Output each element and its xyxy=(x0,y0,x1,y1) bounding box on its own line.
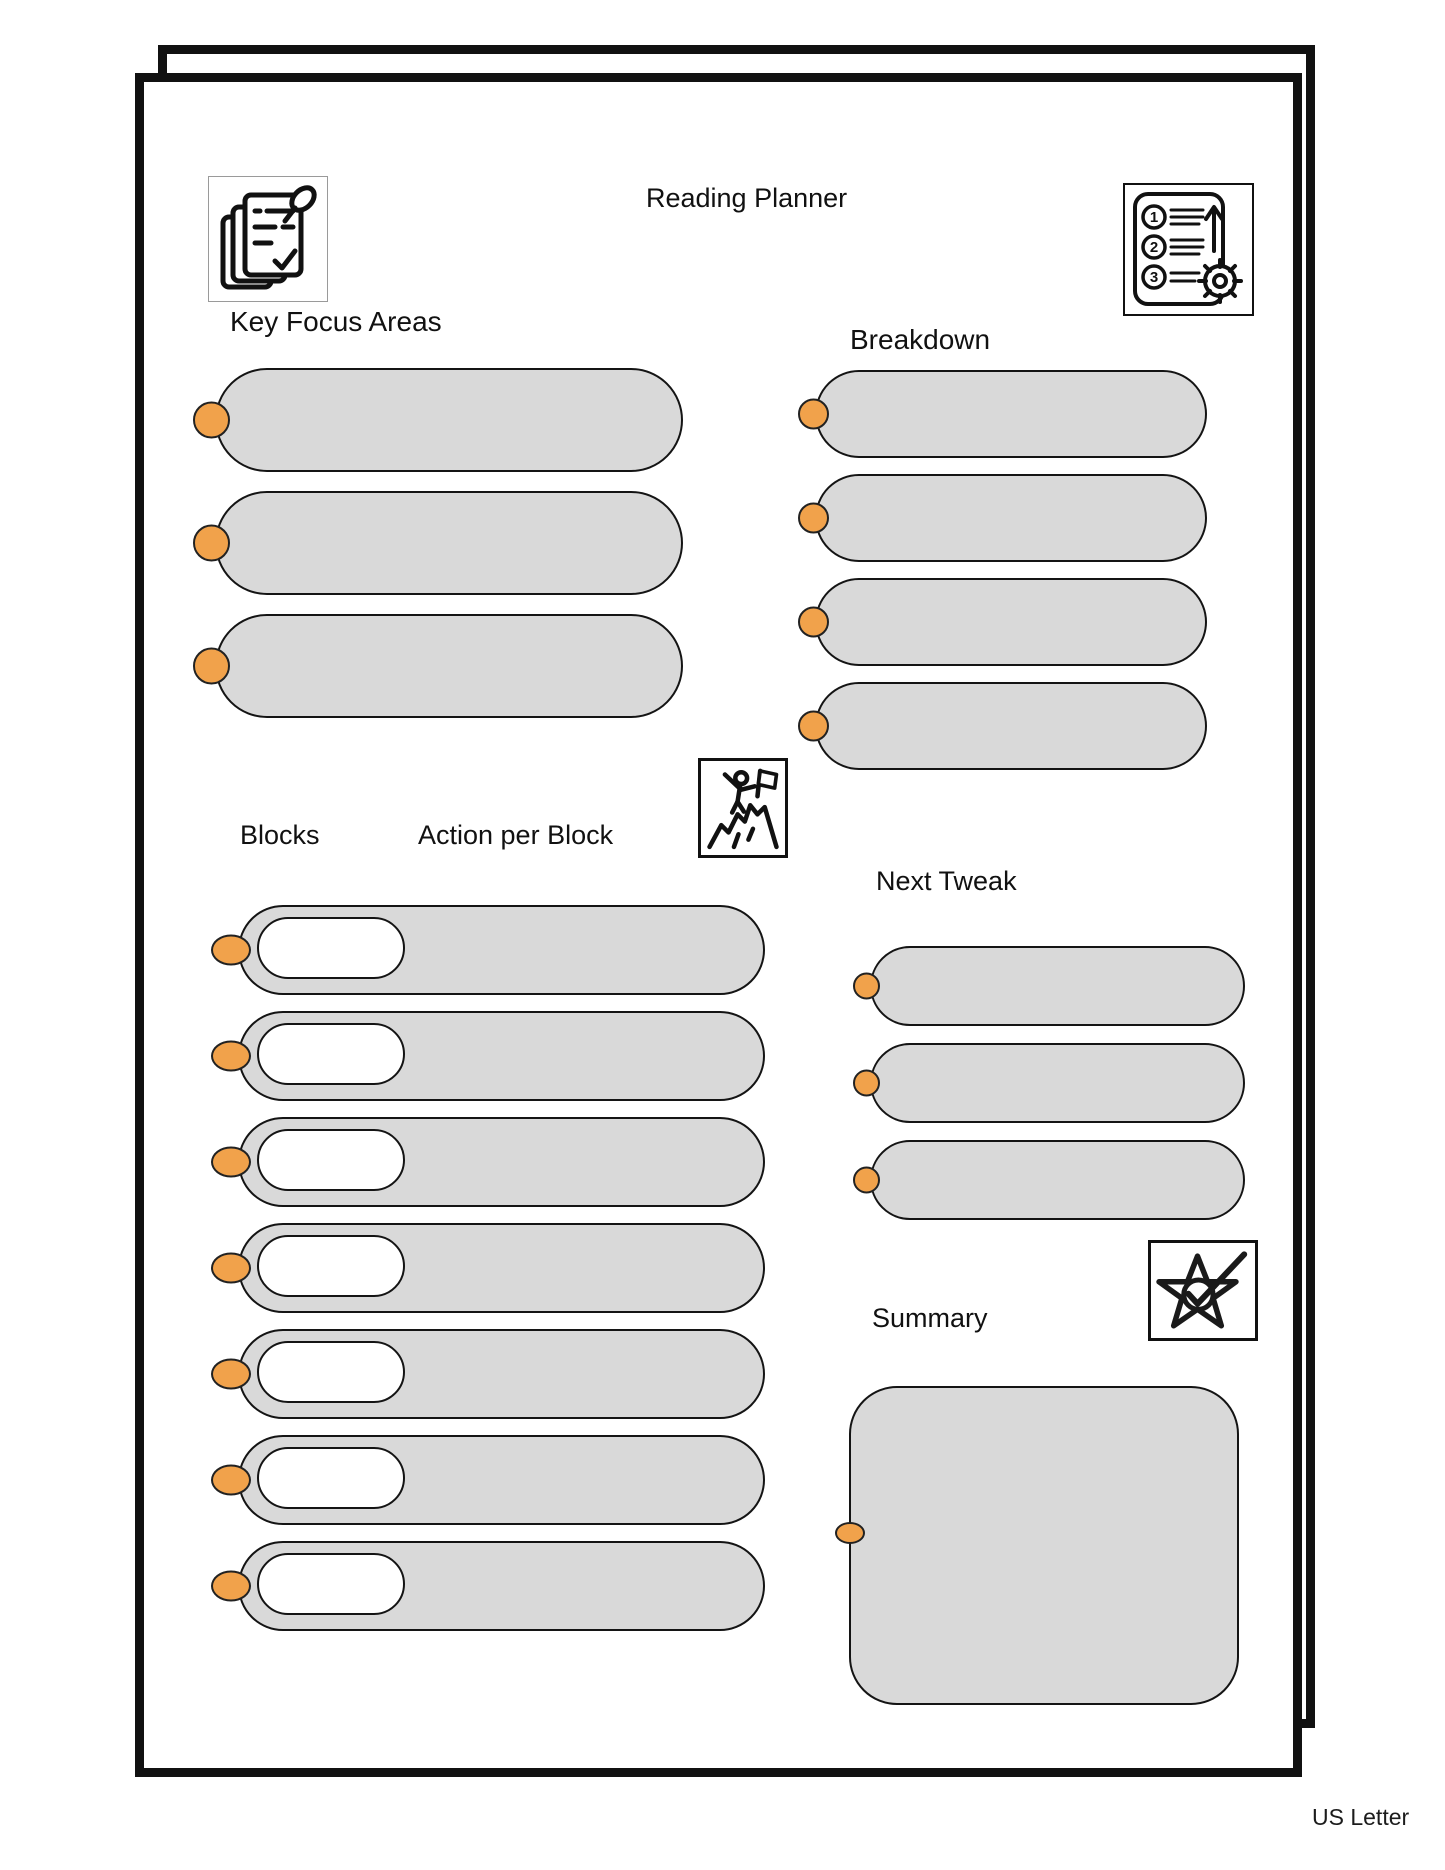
action-per-block-label: Action per Block xyxy=(418,820,614,850)
bullet-dot-icon xyxy=(211,1253,251,1284)
block-field[interactable] xyxy=(257,917,405,979)
list-item xyxy=(238,1541,765,1631)
bullet-dot-icon xyxy=(211,1571,251,1602)
action-field[interactable] xyxy=(238,1011,765,1101)
bullet-dot-icon xyxy=(853,1167,880,1194)
bullet-dot-icon xyxy=(798,503,829,534)
list-item xyxy=(815,370,1207,458)
pill-field[interactable] xyxy=(815,370,1207,458)
list-item xyxy=(238,1435,765,1525)
summary-field[interactable] xyxy=(849,1386,1239,1705)
block-field[interactable] xyxy=(257,1023,405,1085)
block-field[interactable] xyxy=(257,1235,405,1297)
list-item xyxy=(870,1043,1245,1123)
next-tweak-list xyxy=(870,946,1245,1220)
action-field[interactable] xyxy=(238,905,765,995)
pill-field[interactable] xyxy=(815,682,1207,770)
block-field[interactable] xyxy=(257,1341,405,1403)
list-item xyxy=(238,1329,765,1419)
bullet-dot-icon xyxy=(211,935,251,966)
key-focus-areas-label: Key Focus Areas xyxy=(230,306,442,337)
action-field[interactable] xyxy=(238,1435,765,1525)
numbered-list-gear-icon xyxy=(1123,183,1254,316)
pill-field[interactable] xyxy=(870,946,1245,1026)
list-item xyxy=(215,491,683,595)
page-title: Reading Planner xyxy=(646,183,848,213)
action-field[interactable] xyxy=(238,1329,765,1419)
star-checkmark-icon xyxy=(1148,1240,1258,1341)
bullet-dot-icon xyxy=(798,607,829,638)
svg-text:2: 2 xyxy=(1149,239,1159,256)
mountain-climber-flag-icon xyxy=(698,758,788,858)
notes-pushpin-icon xyxy=(208,176,328,302)
pill-field[interactable] xyxy=(870,1043,1245,1123)
bullet-dot-icon xyxy=(211,1359,251,1390)
list-item xyxy=(238,1117,765,1207)
breakdown-label: Breakdown xyxy=(850,324,991,355)
action-field[interactable] xyxy=(238,1541,765,1631)
action-field[interactable] xyxy=(238,1223,765,1313)
pill-field[interactable] xyxy=(215,614,683,718)
bullet-dot-icon xyxy=(853,1070,880,1097)
list-item xyxy=(238,1223,765,1313)
list-item xyxy=(815,474,1207,562)
bullet-dot-icon xyxy=(193,525,230,562)
list-item xyxy=(238,905,765,995)
pill-field[interactable] xyxy=(815,474,1207,562)
bullet-dot-icon xyxy=(211,1147,251,1178)
key-focus-list xyxy=(215,368,683,718)
next-tweak-label: Next Tweak xyxy=(876,866,1017,896)
block-field[interactable] xyxy=(257,1553,405,1615)
block-field[interactable] xyxy=(257,1129,405,1191)
block-field[interactable] xyxy=(257,1447,405,1509)
list-item xyxy=(815,682,1207,770)
action-field[interactable] xyxy=(238,1117,765,1207)
bullet-dot-icon xyxy=(835,1522,865,1544)
paper-size-label: US Letter xyxy=(1312,1804,1410,1830)
bullet-dot-icon xyxy=(211,1465,251,1496)
bullet-dot-icon xyxy=(193,648,230,685)
bullet-dot-icon xyxy=(798,399,829,430)
summary-label: Summary xyxy=(872,1303,988,1333)
list-item xyxy=(870,946,1245,1026)
pill-field[interactable] xyxy=(215,368,683,472)
pill-field[interactable] xyxy=(215,491,683,595)
list-item xyxy=(215,368,683,472)
list-item xyxy=(238,1011,765,1101)
list-item xyxy=(215,614,683,718)
list-item xyxy=(815,578,1207,666)
blocks-label: Blocks xyxy=(240,820,320,850)
blocks-action-list xyxy=(238,905,765,1631)
breakdown-list xyxy=(815,370,1207,770)
bullet-dot-icon xyxy=(853,973,880,1000)
pill-field[interactable] xyxy=(870,1140,1245,1220)
bullet-dot-icon xyxy=(798,711,829,742)
pill-field[interactable] xyxy=(815,578,1207,666)
list-item xyxy=(870,1140,1245,1220)
bullet-dot-icon xyxy=(211,1041,251,1072)
svg-text:1: 1 xyxy=(1149,209,1159,226)
svg-text:3: 3 xyxy=(1149,269,1159,286)
bullet-dot-icon xyxy=(193,402,230,439)
